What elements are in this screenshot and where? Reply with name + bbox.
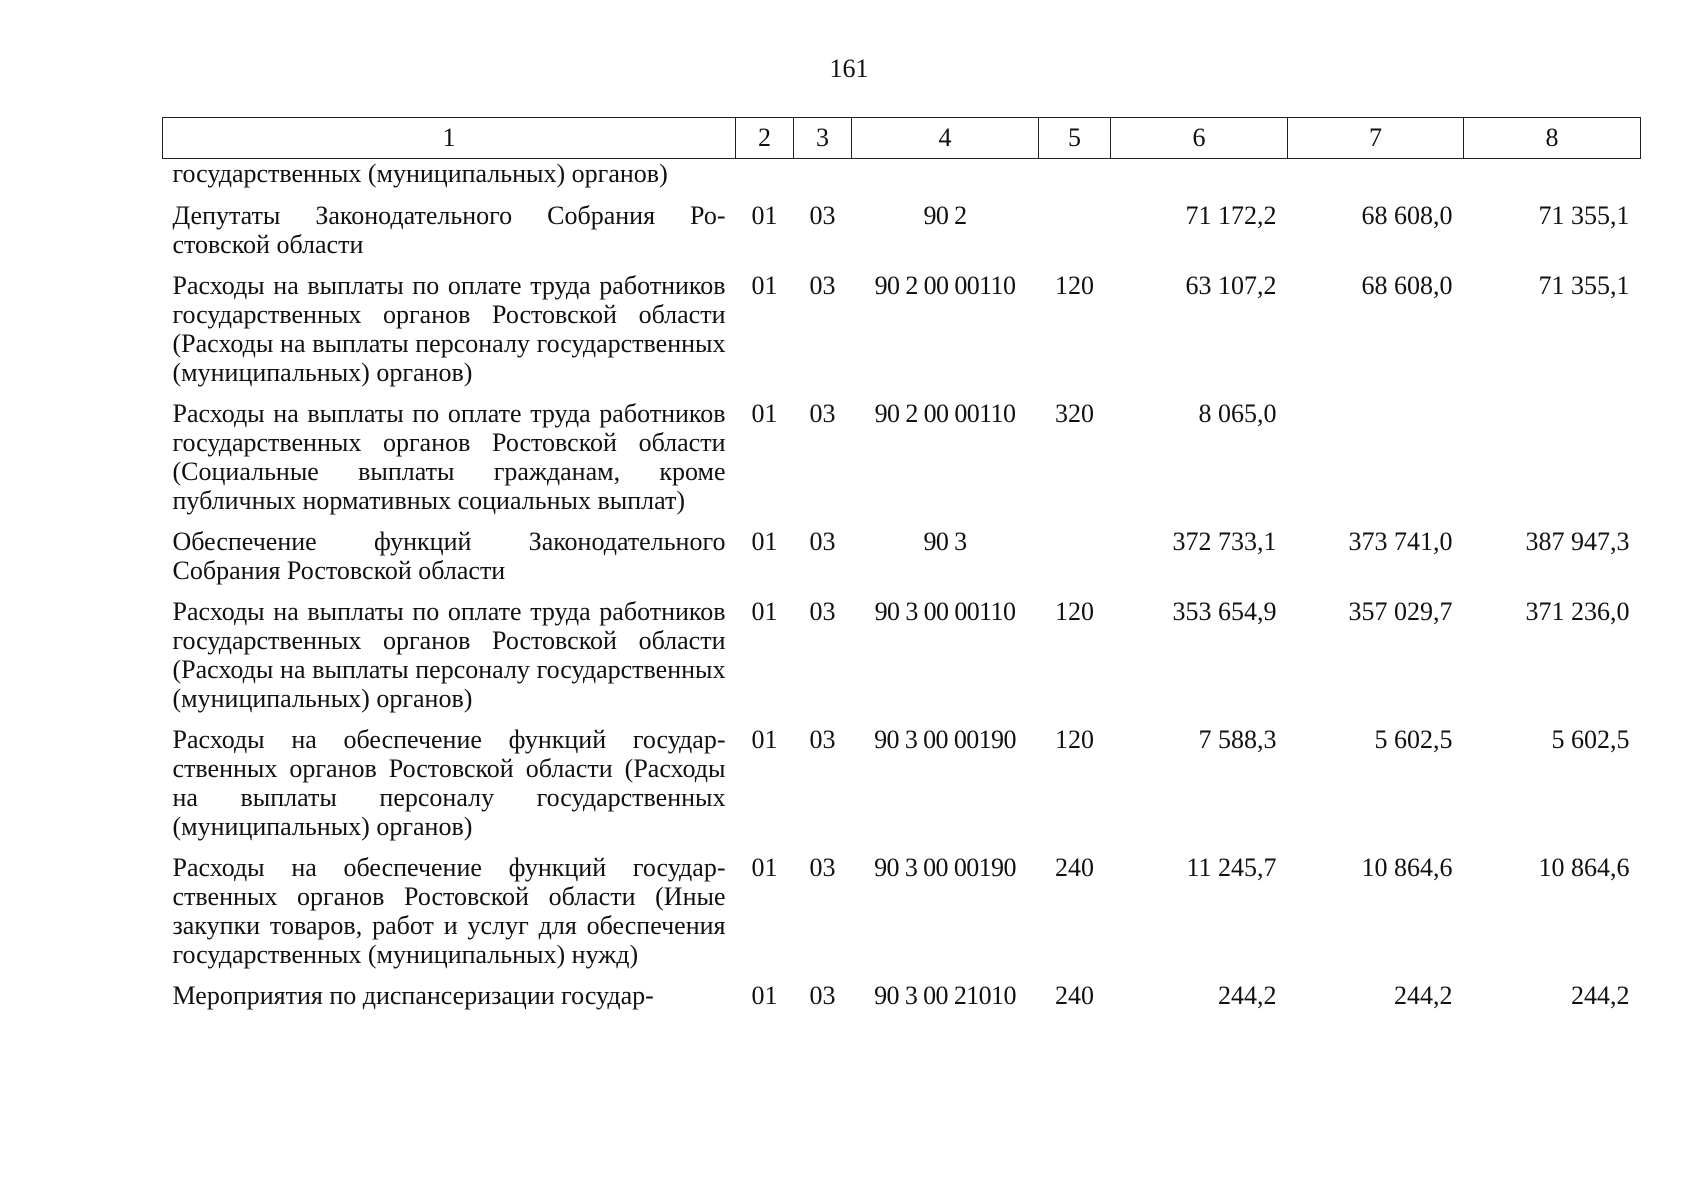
row-name: Мероприятия по диспансеризации государ- (172, 981, 654, 1010)
row-section: 01 (751, 271, 778, 300)
table-row (163, 201, 1641, 271)
table-row (163, 853, 1641, 981)
row-value-6: 353 654,9 (1172, 597, 1277, 626)
page-number: 161 (829, 54, 869, 83)
row-value-7: 5 602,5 (1374, 725, 1453, 754)
row-section: 01 (751, 853, 778, 882)
table-row (163, 399, 1641, 527)
row-expense-type: 120 (1055, 725, 1094, 754)
table-row (163, 527, 1641, 597)
row-expense-type (1039, 527, 1111, 597)
row-expense-type: 240 (1055, 853, 1094, 882)
header-row (163, 118, 1641, 159)
table-row (163, 981, 1641, 1022)
row-section: 01 (751, 981, 778, 1010)
row-subsection: 03 (809, 271, 836, 300)
row-value-8: 387 947,3 (1525, 527, 1630, 556)
table-row (163, 271, 1641, 399)
row-value-7: 357 029,7 (1348, 597, 1453, 626)
table-body (163, 159, 1641, 1023)
row-target-code: 90 2 00 00110 (874, 271, 1016, 300)
continuation-row (163, 159, 1641, 202)
row-target-code: 90 3 00 00190 (874, 725, 1016, 754)
row-name: Расходы на обеспечение функций государственных органов Ростовской области (Иные закупки товаров, работ и услуг для обеспечения государственных (муниципальных) нужд) (172, 853, 726, 969)
row-target-code: 90 2 00 00110 (874, 399, 1016, 428)
row-value-6: 71 172,2 (1185, 201, 1277, 230)
header-col-6: 6 (1111, 118, 1288, 159)
header-col-7: 7 (1288, 118, 1464, 159)
row-subsection: 03 (809, 597, 836, 626)
row-name: Депутаты Законодательного Собрания Ростовской области (172, 201, 726, 259)
row-value-7: 373 741,0 (1348, 527, 1453, 556)
header-col-8: 8 (1464, 118, 1641, 159)
row-name: Обеспечение функций Законодательного Собрания Ростовской области (172, 527, 726, 585)
row-value-6: 244,2 (1218, 981, 1277, 1010)
header-col-2: 2 (736, 118, 794, 159)
row-expense-type: 120 (1055, 271, 1094, 300)
row-expense-type (1039, 201, 1111, 271)
row-name: Расходы на выплаты по оплате труда работников государственных органов Ростовской области (Расходы на выплаты персоналу государственных (муниципальных) органов) (172, 597, 726, 713)
row-subsection: 03 (809, 853, 836, 882)
row-target-code: 90 3 00 21010 (874, 981, 1016, 1010)
row-subsection: 03 (809, 725, 836, 754)
row-value-6: 372 733,1 (1172, 527, 1277, 556)
row-value-7: 10 864,6 (1361, 853, 1453, 882)
continuation-text: государственных (муниципальных) органов) (172, 159, 668, 188)
row-section: 01 (751, 725, 778, 754)
row-section: 01 (751, 597, 778, 626)
header-col-5: 5 (1039, 118, 1111, 159)
header-col-4: 4 (852, 118, 1039, 159)
row-value-8: 10 864,6 (1538, 853, 1630, 882)
row-value-7: 68 608,0 (1361, 271, 1453, 300)
row-target-code: 90 3 00 00190 (874, 853, 1016, 882)
header-col-1: 1 (163, 118, 736, 159)
table-header (163, 118, 1641, 159)
row-value-8: 244,2 (1571, 981, 1630, 1010)
row-section: 01 (751, 527, 778, 556)
row-subsection: 03 (809, 201, 836, 230)
row-section: 01 (751, 201, 778, 230)
row-value-7: 68 608,0 (1361, 201, 1453, 230)
row-value-6: 8 065,0 (1198, 399, 1277, 428)
table-row (163, 725, 1641, 853)
row-value-6: 11 245,7 (1186, 853, 1277, 882)
header-col-3: 3 (794, 118, 852, 159)
row-expense-type: 320 (1055, 399, 1094, 428)
row-target-code: 90 3 00 00110 (874, 597, 1016, 626)
table-row (163, 597, 1641, 725)
row-name: Расходы на обеспечение функций государственных органов Ростовской области (Расходы на выплаты персоналу государственных (муниципальных) органов) (172, 725, 726, 841)
row-value-6: 7 588,3 (1198, 725, 1277, 754)
budget-table-container (162, 117, 1640, 1022)
row-value-7 (1288, 399, 1464, 527)
row-value-8: 71 355,1 (1538, 201, 1630, 230)
row-name: Расходы на выплаты по оплате труда работников государственных органов Ростовской области (Социальные выплаты гражданам, кроме публичных нормативных социальных выплат) (172, 399, 726, 515)
row-subsection: 03 (809, 981, 836, 1010)
row-target-code: 90 3 (923, 527, 967, 556)
row-value-8 (1464, 399, 1641, 527)
row-value-6: 63 107,2 (1185, 271, 1277, 300)
row-target-code: 90 2 (923, 201, 967, 230)
row-value-8: 71 355,1 (1538, 271, 1630, 300)
row-name: Расходы на выплаты по оплате труда работников государственных органов Ростовской области (Расходы на выплаты персоналу государственных (муниципальных) органов) (172, 271, 726, 387)
row-subsection: 03 (809, 399, 836, 428)
row-value-8: 5 602,5 (1551, 725, 1630, 754)
budget-table (162, 117, 1641, 1022)
row-subsection: 03 (809, 527, 836, 556)
row-expense-type: 240 (1055, 981, 1094, 1010)
row-expense-type: 120 (1055, 597, 1094, 626)
row-value-7: 244,2 (1394, 981, 1453, 1010)
row-section: 01 (751, 399, 778, 428)
row-value-8: 371 236,0 (1525, 597, 1630, 626)
